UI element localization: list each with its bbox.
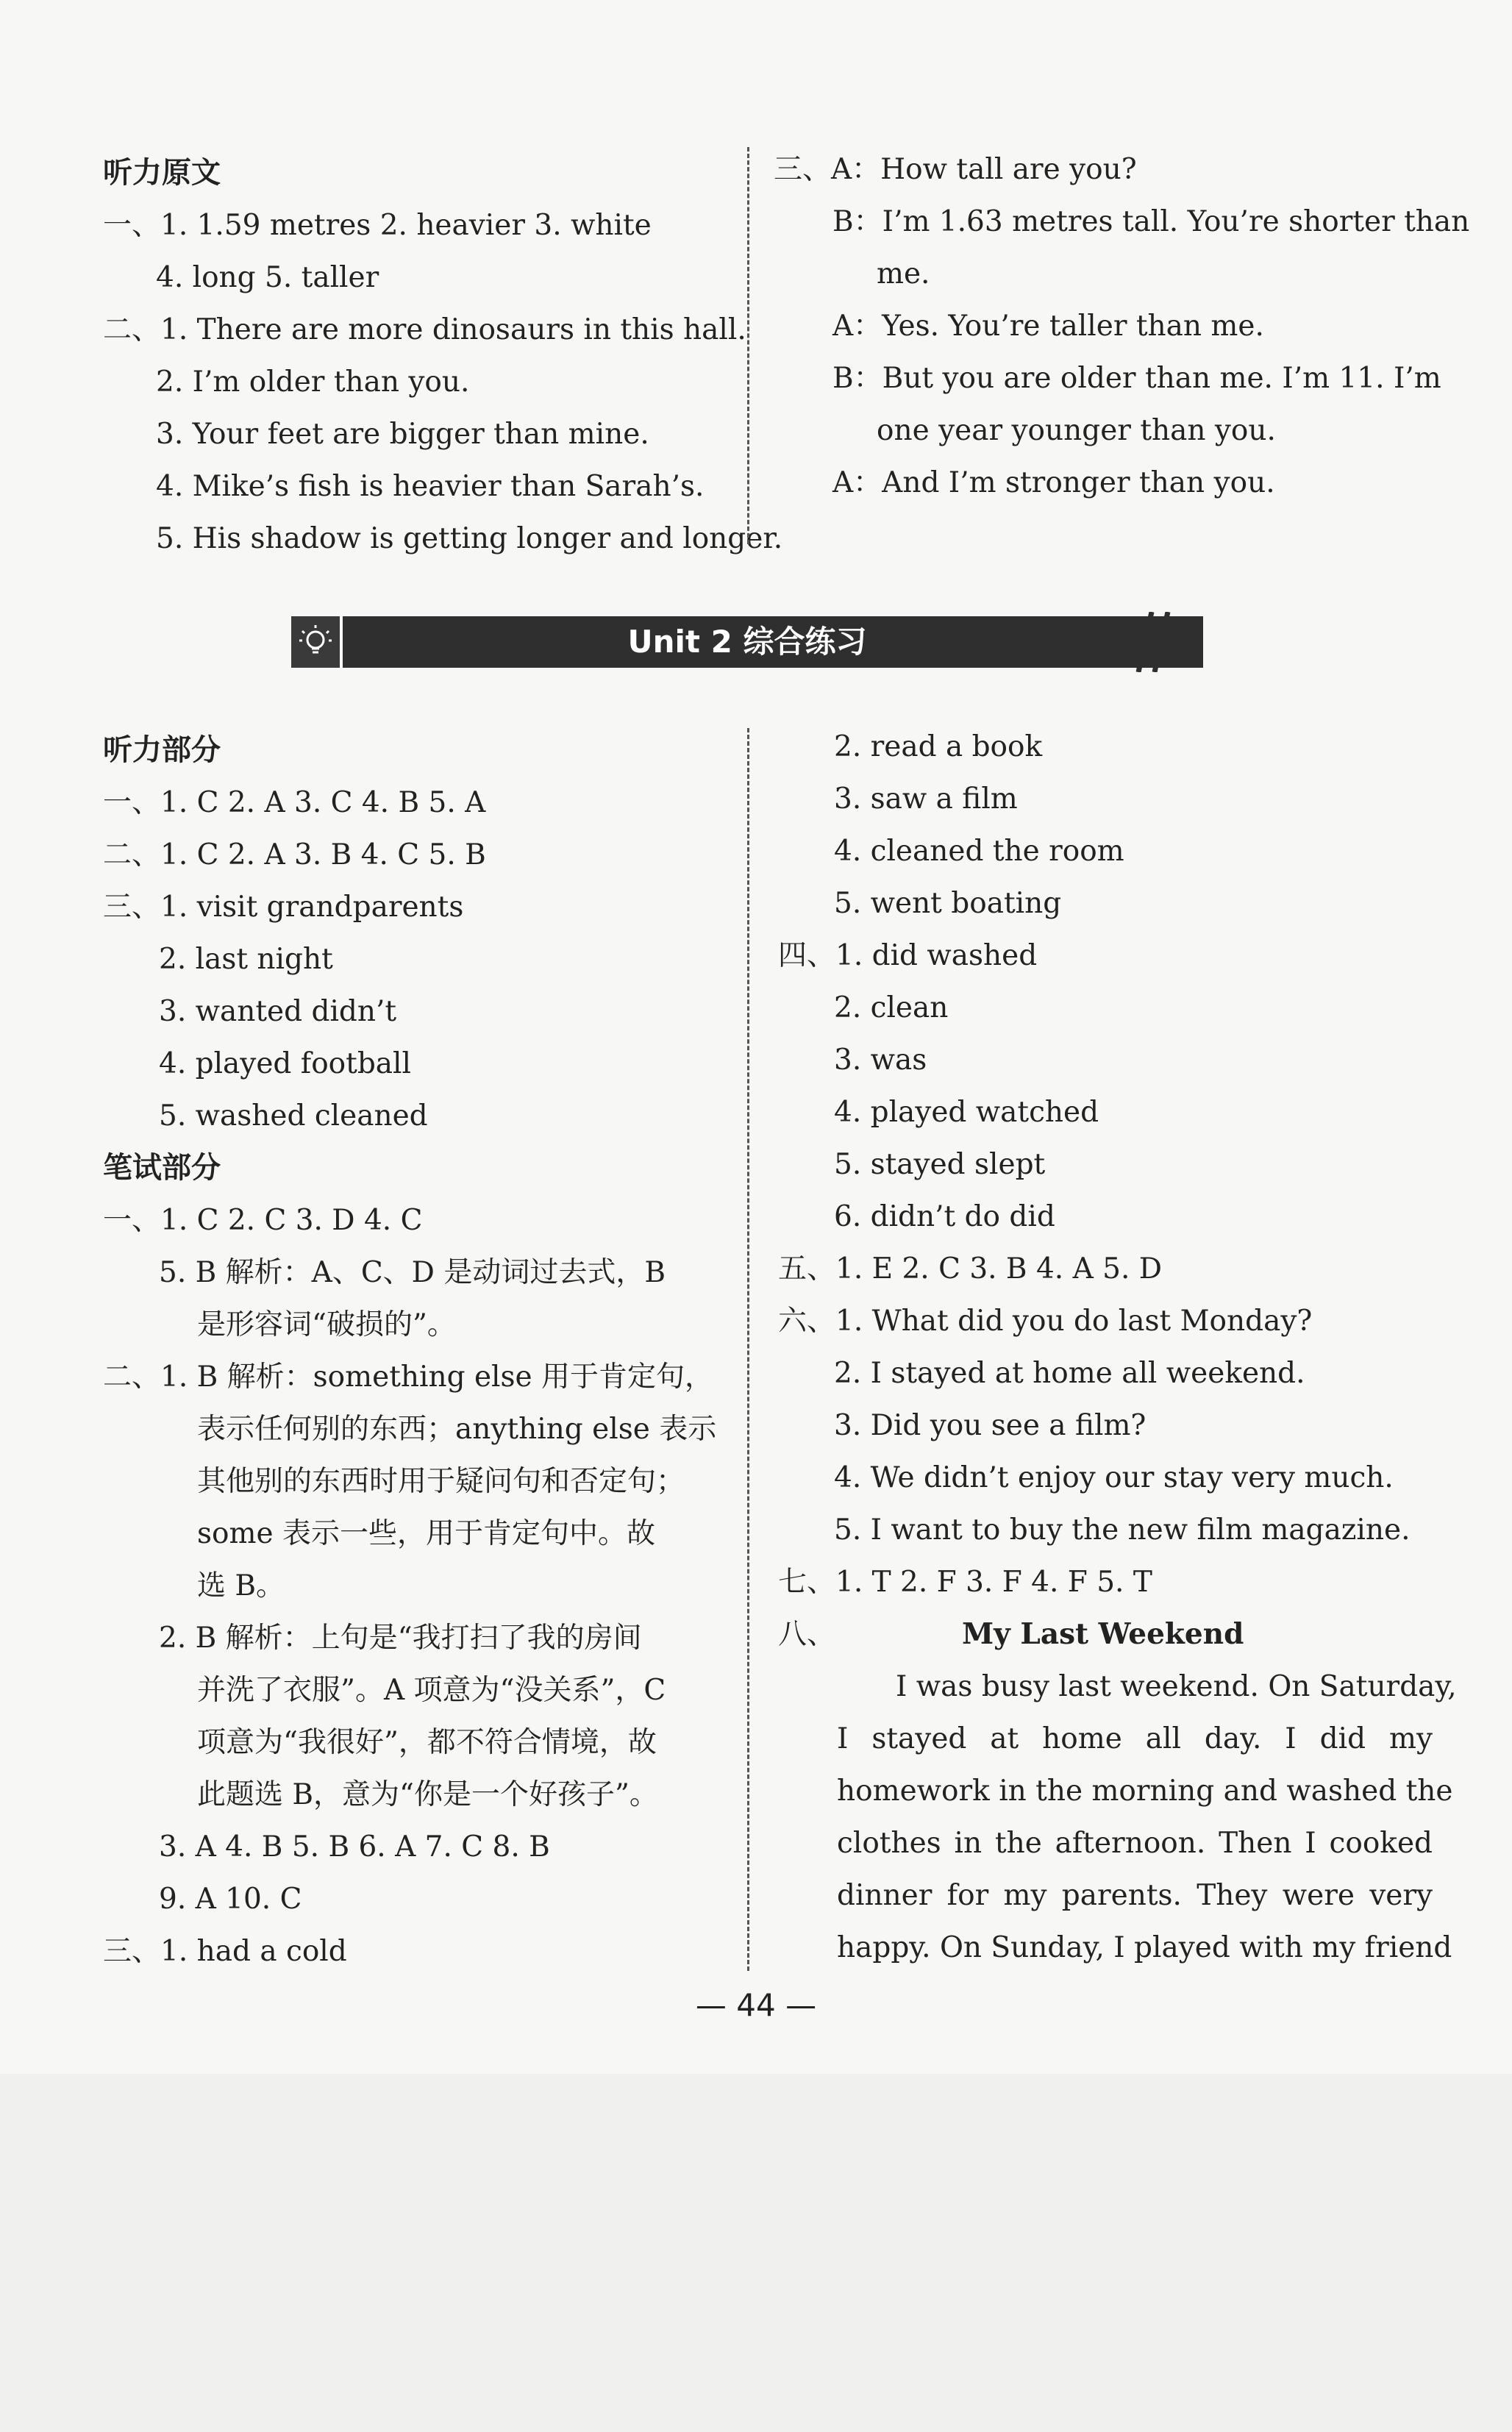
answer-line: 3. wanted didn’t xyxy=(159,995,397,1028)
answer-line: 9. A 10. C xyxy=(159,1883,302,1916)
essay-line: dinner for my parents. They were very xyxy=(837,1879,1433,1912)
essay-label: 八、 xyxy=(778,1618,836,1651)
answer-line: 是形容词“破损的”。 xyxy=(197,1308,456,1341)
essay-line: happy. On Sunday, I played with my friend xyxy=(837,1931,1452,1964)
answer-line: 3. Did you see a film? xyxy=(834,1409,1147,1442)
section-heading: 听力部分 xyxy=(103,733,221,767)
answer-line: 2. read a book xyxy=(834,730,1043,763)
answer-line: 2. I’m older than you. xyxy=(156,365,470,399)
essay-title: My Last Weekend xyxy=(962,1617,1244,1651)
answer-line: 5. went boating xyxy=(834,887,1062,920)
top-left-column xyxy=(103,147,783,565)
answer-line: 三、1. visit grandparents xyxy=(103,891,464,924)
dialogue-line: one year younger than you. xyxy=(877,414,1276,447)
answer-line: 2. clean xyxy=(834,991,949,1024)
essay-line: clothes in the afternoon. Then I cooked xyxy=(837,1827,1433,1860)
dialogue-line: B：I’m 1.63 metres tall. You’re shorter than xyxy=(832,205,1470,238)
answer-line: 5. His shadow is getting longer and longer. xyxy=(156,522,783,555)
answer-line: 此题选 B，意为“你是一个好孩子”。 xyxy=(197,1778,658,1811)
answer-line: 2. I stayed at home all weekend. xyxy=(834,1357,1305,1390)
dialogue-line: B：But you are older than me. I’m 11. I’m xyxy=(832,362,1441,395)
answer-line: 6. didn’t do did xyxy=(834,1200,1055,1233)
page-number: — 44 — xyxy=(695,1987,817,2023)
slash-decoration-icon xyxy=(1135,612,1172,672)
answer-line: 4. played watched xyxy=(834,1096,1099,1129)
answer-line: 其他别的东西时用于疑问句和否定句； xyxy=(197,1465,685,1498)
essay-line: I was busy last weekend. On Saturday, xyxy=(896,1670,1457,1703)
answer-line: 4. cleaned the room xyxy=(834,835,1124,868)
answer-line: 四、1. did washed xyxy=(778,939,1038,972)
answer-line: 三、1. had a cold xyxy=(103,1935,347,1968)
answer-line: 一、1. C 2. C 3. D 4. C xyxy=(103,1204,423,1237)
answer-line: 3. was xyxy=(834,1044,927,1077)
answer-line: 项意为“我很好”，都不符合情境，故 xyxy=(197,1726,657,1759)
dialogue-line: me. xyxy=(877,257,930,290)
answer-line: 5. stayed slept xyxy=(834,1148,1046,1181)
unit-banner xyxy=(291,616,1203,668)
answer-line: 二、1. C 2. A 3. B 4. C 5. B xyxy=(103,838,486,871)
top-right-column xyxy=(774,143,1470,509)
answer-line: 5. B 解析：A、C、D 是动词过去式，B xyxy=(159,1256,666,1289)
section-heading: 听力原文 xyxy=(103,156,221,190)
column-divider xyxy=(747,728,749,1971)
dialogue-line: 三、A：How tall are you? xyxy=(774,153,1137,186)
essay-line: homework in the morning and washed the xyxy=(837,1775,1453,1808)
answer-line: 一、1. 1.59 metres 2. heavier 3. white xyxy=(103,209,652,242)
answer-line: 六、1. What did you do last Monday? xyxy=(778,1305,1313,1338)
answer-line: 二、1. There are more dinosaurs in this hall. xyxy=(103,313,746,346)
section-heading: 笔试部分 xyxy=(103,1151,221,1185)
answer-line: 二、1. B 解析：something else 用于肯定句， xyxy=(103,1361,714,1394)
answer-line: 一、1. C 2. A 3. C 4. B 5. A xyxy=(103,786,486,819)
column-divider xyxy=(747,147,749,544)
answer-line: 4. Mike’s fish is heavier than Sarah’s. xyxy=(156,470,705,503)
answer-line: 3. Your feet are bigger than mine. xyxy=(156,418,649,451)
answer-line: 5. washed cleaned xyxy=(159,1099,428,1133)
answer-line: 七、1. T 2. F 3. F 4. F 5. T xyxy=(778,1566,1152,1599)
essay-line: I stayed at home all day. I did my xyxy=(837,1722,1433,1755)
page-bottom-margin xyxy=(0,2074,1512,2432)
answer-line: 表示任何别的东西；anything else 表示 xyxy=(197,1413,717,1446)
unit-title: Unit 2 综合练习 xyxy=(627,624,867,660)
dialogue-line: A：And I’m stronger than you. xyxy=(832,466,1275,499)
answer-line: 4. long 5. taller xyxy=(156,261,379,294)
answer-line: 5. I want to buy the new film magazine. xyxy=(834,1513,1411,1547)
answer-line: 4. We didn’t enjoy our stay very much. xyxy=(834,1461,1394,1494)
lower-right-column xyxy=(778,721,1457,1974)
answer-line: 选 B。 xyxy=(197,1569,285,1602)
dialogue-line: A：Yes. You’re taller than me. xyxy=(832,310,1264,343)
answer-line: some 表示一些，用于肯定句中。故 xyxy=(197,1517,655,1550)
answer-line: 2. last night xyxy=(159,943,333,976)
answer-line: 2. B 解析：上句是“我打扫了我的房间 xyxy=(159,1622,642,1655)
lower-left-column xyxy=(103,724,735,1978)
answer-line: 4. played football xyxy=(159,1047,412,1080)
answer-line: 并洗了衣服”。A 项意为“没关系”，C xyxy=(197,1674,666,1707)
answer-line: 五、1. E 2. C 3. B 4. A 5. D xyxy=(778,1252,1163,1285)
essay-title-line xyxy=(778,1608,1411,1661)
answer-line: 3. A 4. B 5. B 6. A 7. C 8. B xyxy=(159,1830,550,1864)
answer-line: 3. saw a film xyxy=(834,782,1018,816)
